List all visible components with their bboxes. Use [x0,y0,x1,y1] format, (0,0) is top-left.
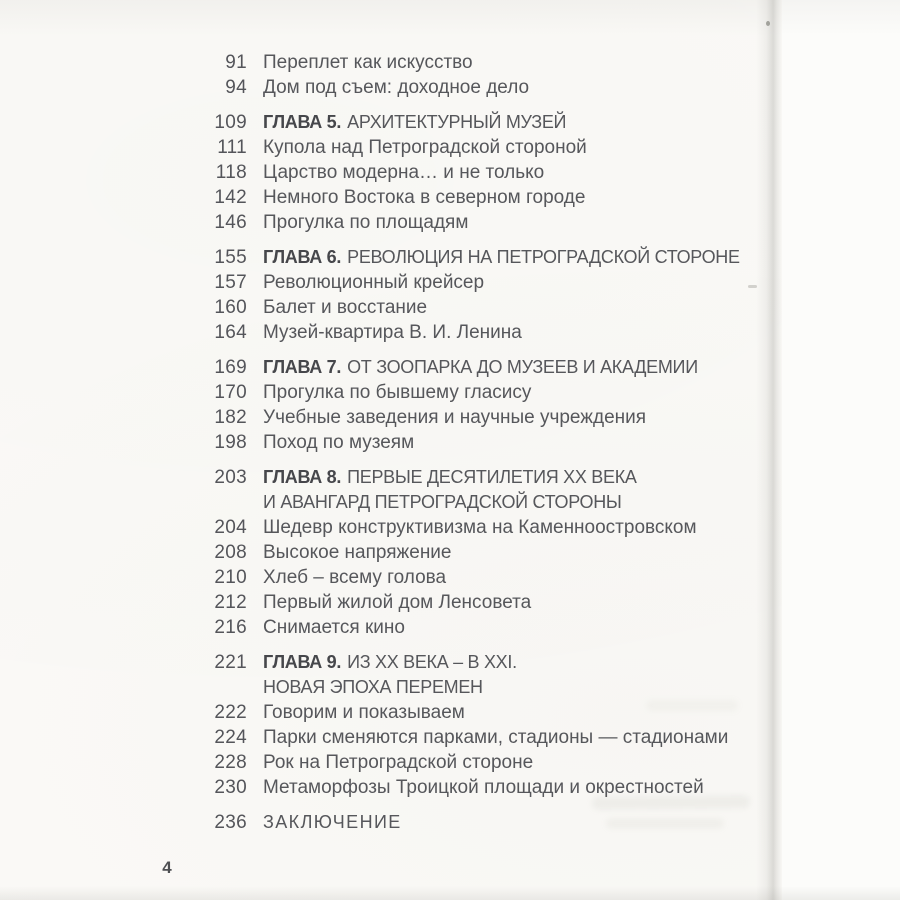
toc-entry-title [247,540,782,565]
toc-entry-title-text: НОВАЯ ЭПОХА ПЕРЕМЕН [263,677,483,697]
toc-entry-title-text: Царство модерна… и не только [263,162,545,183]
toc-entry-title-text: ОТ ЗООПАРКА ДО МУЗЕЕВ И АКАДЕМИИ [347,357,698,377]
toc-entry-title [247,380,782,405]
toc-entry-title [247,50,782,75]
toc-entry-title-line [263,565,782,590]
toc-entry-title-line [263,355,782,380]
toc-entry-title-line [263,405,782,430]
toc-entry-title-line [263,700,782,725]
toc-entry-page-number: 91 [225,52,247,73]
toc-entry-title-text: АРХИТЕКТУРНЫЙ МУЗЕЙ [347,112,567,132]
toc-row [0,590,782,615]
toc-entry-page-number: 221 [214,652,247,673]
toc-entry-title-text: Музей-квартира В. И. Ленина [263,322,522,343]
toc-entry-title [247,405,782,430]
toc-row [0,135,782,160]
toc-entry-page-number: 203 [214,467,247,488]
toc-entry-page-number: 230 [214,777,247,798]
toc-entry-title-line [263,110,782,135]
toc-entry-title-line [263,320,782,345]
toc-entry-title-text: Шедевр конструктивизма на Каменноостровском [263,517,697,538]
toc-entry-page-number: 208 [214,542,247,563]
toc-row [0,380,782,405]
toc-row [0,295,782,320]
toc-row [0,270,782,295]
toc-entry-title-text: Балет и восстание [263,297,428,318]
scan-bottom-shading [0,886,900,900]
chapter-label: ГЛАВА 7. [263,357,342,377]
toc-entry-title [247,160,782,185]
toc-entry-title [247,590,782,615]
toc-entry-title-text: Революционный крейсер [263,272,485,293]
toc-entry-page-number: 224 [214,727,247,748]
toc-entry-page-number: 236 [214,812,247,833]
toc-entry-title-line [263,615,782,640]
toc-row [0,50,782,75]
toc-entry-title-text: ПЕРВЫЕ ДЕСЯТИЛЕТИЯ XX ВЕКА [347,467,637,487]
toc-entry-page-number: 160 [214,297,247,318]
toc-entry-title-line [263,540,782,565]
toc-entry-title [247,810,782,835]
toc-row [0,700,782,725]
toc-entry-page-number: 94 [225,77,247,98]
toc-row-chapter [0,355,782,380]
toc-entry-title-text: Поход по музеям [263,432,415,453]
toc-row [0,565,782,590]
toc-entry-title-text: Снимается кино [263,617,405,638]
toc-entry-title-line [263,590,782,615]
toc-entry-title [247,615,782,640]
toc-row [0,725,782,750]
toc-entry-page-number: 210 [214,567,247,588]
toc-entry-title [247,185,782,210]
toc-entry-page-number: 146 [214,212,247,233]
toc-entry-title-line [263,650,782,675]
toc-entry-title-line [263,135,782,160]
toc-entry-title [247,650,782,700]
toc-entry-title-line [263,430,782,455]
toc-entry-title-text: Купола над Петроградской стороной [263,137,587,158]
toc-entry-title-text: Дом под съем: доходное дело [263,77,530,98]
toc-entry-title [247,700,782,725]
toc-entry-title-text: Парки сменяются парками, стадионы — стадионами [263,727,729,748]
toc-entry-page-number: 182 [214,407,247,428]
toc-entry-page-number: 155 [214,247,247,268]
toc-entry-page-number: 118 [215,162,247,183]
toc-entry-page-number: 142 [214,187,247,208]
toc-entry-title [247,775,782,800]
toc-entry-title [247,465,782,515]
toc-entry-title-text: Первый жилой дом Ленсовета [263,592,532,613]
toc-entry-title [247,565,782,590]
toc-entry-title-text: РЕВОЛЮЦИЯ НА ПЕТРОГРАДСКОЙ СТОРОНЕ [347,247,740,267]
chapter-label: ГЛАВА 8. [263,467,342,487]
toc-entry-title-line [263,490,782,515]
chapter-label: ГЛАВА 6. [263,247,342,267]
toc-entry-title-text: Немного Востока в северном городе [263,187,586,208]
toc-entry-title [247,75,782,100]
scan-top-shading [0,0,900,36]
toc-row [0,615,782,640]
toc-row-chapter [0,245,782,270]
table-of-contents [0,50,782,835]
toc-entry-title-line [263,295,782,320]
toc-entry-page-number: 111 [217,137,247,158]
toc-entry-title-line [263,160,782,185]
toc-entry-title-text: Учебные заведения и научные учреждения [263,407,647,428]
toc-row [0,405,782,430]
toc-entry-page-number: 212 [214,592,247,613]
toc-entry-title-line [263,465,782,490]
toc-entry-title-text: Метаморфозы Троицкой площади и окрестностей [263,777,704,798]
toc-entry-title [247,725,782,750]
toc-entry-page-number: 216 [214,617,247,638]
toc-row [0,210,782,235]
toc-row-chapter [0,110,782,135]
toc-entry-title-text: Рок на Петроградской стороне [263,752,534,773]
toc-entry-title-line [263,380,782,405]
toc-entry-page-number: 228 [214,752,247,773]
toc-entry-title [247,750,782,775]
toc-entry-title [247,110,782,135]
toc-entry-title [247,210,782,235]
toc-entry-title-line [263,185,782,210]
toc-entry-title [247,320,782,345]
toc-entry-title-text: Высокое напряжение [263,542,452,563]
toc-entry-title-text: Прогулка по площадям [263,212,469,233]
toc-row-chapter [0,650,782,700]
toc-entry-title [247,515,782,540]
toc-entry-page-number: 170 [214,382,247,403]
toc-entry-title-line [263,270,782,295]
toc-entry-page-number: 109 [214,112,247,133]
toc-entry-title-line [263,775,782,800]
toc-row [0,320,782,345]
toc-entry-title-text: Прогулка по бывшему гласису [263,382,532,403]
toc-row [0,160,782,185]
toc-entry-title-line [263,515,782,540]
toc-entry-title-line [263,50,782,75]
toc-entry-title-line [263,210,782,235]
toc-entry-page-number: 198 [214,432,247,453]
toc-entry-title-text: Говорим и показываем [263,702,465,723]
toc-row [0,430,782,455]
toc-entry-title-line [263,245,782,270]
toc-entry-title [247,430,782,455]
toc-entry-title [247,295,782,320]
toc-entry-page-number: 164 [214,322,247,343]
toc-entry-title-line [263,75,782,100]
chapter-label: ГЛАВА 5. [263,112,342,132]
toc-row [0,515,782,540]
toc-row [0,185,782,210]
toc-entry-page-number: 169 [214,357,247,378]
toc-row [0,775,782,800]
page-folio: 4 [162,858,172,877]
toc-entry-page-number: 204 [214,517,247,538]
toc-entry-title-line [263,725,782,750]
toc-entry-title [247,135,782,160]
toc-row [0,75,782,100]
toc-entry-title-text: Переплет как искусство [263,52,473,73]
chapter-label: ГЛАВА 9. [263,652,342,672]
toc-entry-title-text: И АВАНГАРД ПЕТРОГРАДСКОЙ СТОРОНЫ [263,492,622,512]
toc-entry-page-number: 222 [214,702,247,723]
toc-entry-title-text: Хлеб – всему голова [263,567,447,588]
toc-row-chapter [0,465,782,515]
toc-entry-title-line [263,675,782,700]
toc-row [0,750,782,775]
toc-entry-title [247,245,782,270]
toc-entry-title [247,355,782,380]
toc-entry-page-number: 157 [214,272,247,293]
toc-entry-title-line [263,750,782,775]
toc-entry-title-text: ЗАКЛЮЧЕНИЕ [263,812,402,832]
toc-row [0,540,782,565]
toc-entry-title-text: ИЗ XX ВЕКА – В XXI. [347,652,517,672]
toc-row [0,810,782,835]
toc-entry-title [247,270,782,295]
paper-speck [766,21,770,26]
toc-entry-title-line [263,810,782,835]
scan-right-margin [782,0,900,900]
